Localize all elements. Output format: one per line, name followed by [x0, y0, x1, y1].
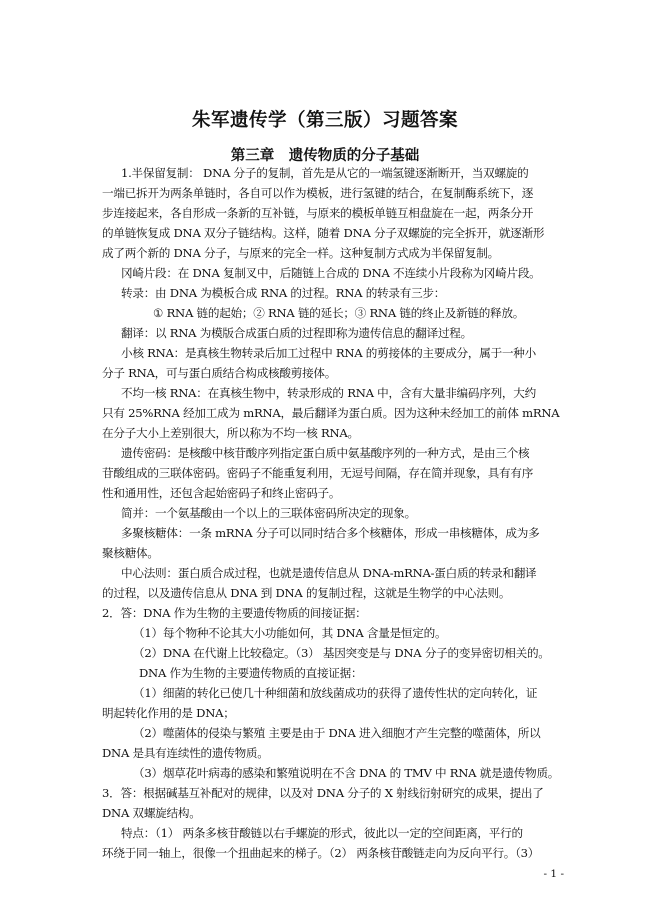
- paragraph-line: 冈崎片段：在 DNA 复制叉中，后随链上合成的 DNA 不连续小片段称为冈崎片段。: [121, 266, 541, 280]
- paragraph-line: 3．答：根据碱基互补配对的规律，以及对 DNA 分子的 X 射线衍射研究的成果，提出了: [102, 786, 544, 800]
- paragraph-line: 环绕于同一轴上，很像一个扭曲起来的梯子。（2） 两条核苷酸链走向为反向平行。（3）: [102, 846, 540, 860]
- paragraph-line: ① RNA 链的起始；② RNA 链的延长；③ RNA 链的终止及新链的释放。: [153, 306, 525, 320]
- paragraph-line: 在分子大小上差别很大，所以称为不均一核 RNA。: [102, 426, 359, 440]
- paragraph-line: DNA 作为生物的主要遗传物质的直接证据：: [139, 666, 363, 680]
- paragraph-line: 1.半保留复制： DNA 分子的复制，首先是从它的一端氢键逐渐断开，当双螺旋的: [121, 166, 529, 180]
- paragraph-line: 一端已拆开为两条单链时，各自可以作为模板，进行氢键的结合，在复制酶系统下，逐: [102, 186, 534, 200]
- paragraph-line: （2）DNA 在代谢上比较稳定。（3） 基因突变是与 DNA 分子的变异密切相关的。: [133, 646, 550, 660]
- paragraph-line: 不均一核 RNA：在真核生物中，转录形成的 RNA 中，含有大量非编码序列，大约: [121, 386, 536, 400]
- paragraph-line: （2）噬菌体的侵染与繁殖 主要是由于 DNA 进入细胞才产生完整的噬菌体，所以: [133, 726, 541, 740]
- paragraph-line: （1）细菌的转化已使几十种细菌和放线菌成功的获得了遗传性状的定向转化，证: [133, 686, 538, 700]
- paragraph-line: DNA 双螺旋结构。: [102, 806, 201, 820]
- paragraph-line: 转录：由 DNA 为模板合成 RNA 的过程。RNA 的转录有三步：: [121, 286, 446, 300]
- paragraph-line: 步连接起来，各自形成一条新的互补链，与原来的模板单链互相盘旋在一起，两条分开: [102, 206, 534, 220]
- paragraph-line: 中心法则：蛋白质合成过程，也就是遗传信息从 DNA-mRNA-蛋白质的转录和翻译: [121, 566, 537, 580]
- chapter-heading: 第三章 遗传物质的分子基础: [230, 148, 420, 164]
- paragraph-line: 的过程，以及遗传信息从 DNA 到 DNA 的复制过程，这就是生物学的中心法则。: [102, 586, 511, 600]
- paragraph-line: 简并：一个氨基酸由一个以上的三联体密码所决定的现象。: [121, 506, 416, 520]
- paragraph-line: 的单链恢复成 DNA 双分子链结构。这样，随着 DNA 分子双螺旋的完全拆开，就逐渐形: [102, 226, 545, 240]
- paragraph-line: 2．答：DNA 作为生物的主要遗传物质的间接证据：: [102, 606, 367, 620]
- paragraph-line: DNA 是具有连续性的遗传物质。: [102, 746, 269, 760]
- page-number: - 1 -: [543, 868, 564, 880]
- paragraph-line: （1）每个物种不论其大小功能如何，其 DNA 含量是恒定的。: [133, 626, 447, 640]
- paragraph-line: 性和通用性，还包含起始密码子和终止密码子。: [102, 486, 341, 500]
- paragraph-line: 只有 25%RNA 经加工成为 mRNA，最后翻译为蛋白质。因为这种未经加工的前体 mRNA: [102, 406, 560, 420]
- paragraph-line: 特点：（1） 两条多核苷酸链以右手螺旋的形式，彼此以一定的空间距离，平行的: [121, 826, 523, 840]
- document-title: 朱军遗传学（第三版）习题答案: [191, 110, 458, 131]
- paragraph-line: 成了两个新的 DNA 分子，与原来的完全一样。这种复制方式成为半保留复制。: [102, 246, 499, 260]
- paragraph-line: 聚核糖体。: [102, 546, 159, 560]
- paragraph-line: 分子 RNA，可与蛋白质结合构成核酸剪接体。: [102, 366, 337, 380]
- paragraph-line: （3）烟草花叶病毒的感染和繁殖说明在不含 DNA 的 TMV 中 RNA 就是遗传物质。: [133, 766, 560, 780]
- paragraph-line: 多聚核糖体：一条 mRNA 分子可以同时结合多个核糖体，形成一串核糖体，成为多: [121, 526, 540, 540]
- paragraph-line: 翻译：以 RNA 为模版合成蛋白质的过程即称为遗传信息的翻译过程。: [121, 326, 472, 340]
- paragraph-line: 小核 RNA：是真核生物转录后加工过程中 RNA 的剪接体的主要成分，属于一种小: [121, 346, 536, 360]
- paragraph-line: 明起转化作用的是 DNA；: [102, 706, 235, 720]
- paragraph-line: 苷酸组成的三联体密码。密码子不能重复利用，无逗号间隔，存在简并现象，具有有序: [102, 466, 534, 480]
- paragraph-line: 遗传密码：是核酸中核苷酸序列指定蛋白质中氨基酸序列的一种方式，是由三个核: [121, 446, 530, 460]
